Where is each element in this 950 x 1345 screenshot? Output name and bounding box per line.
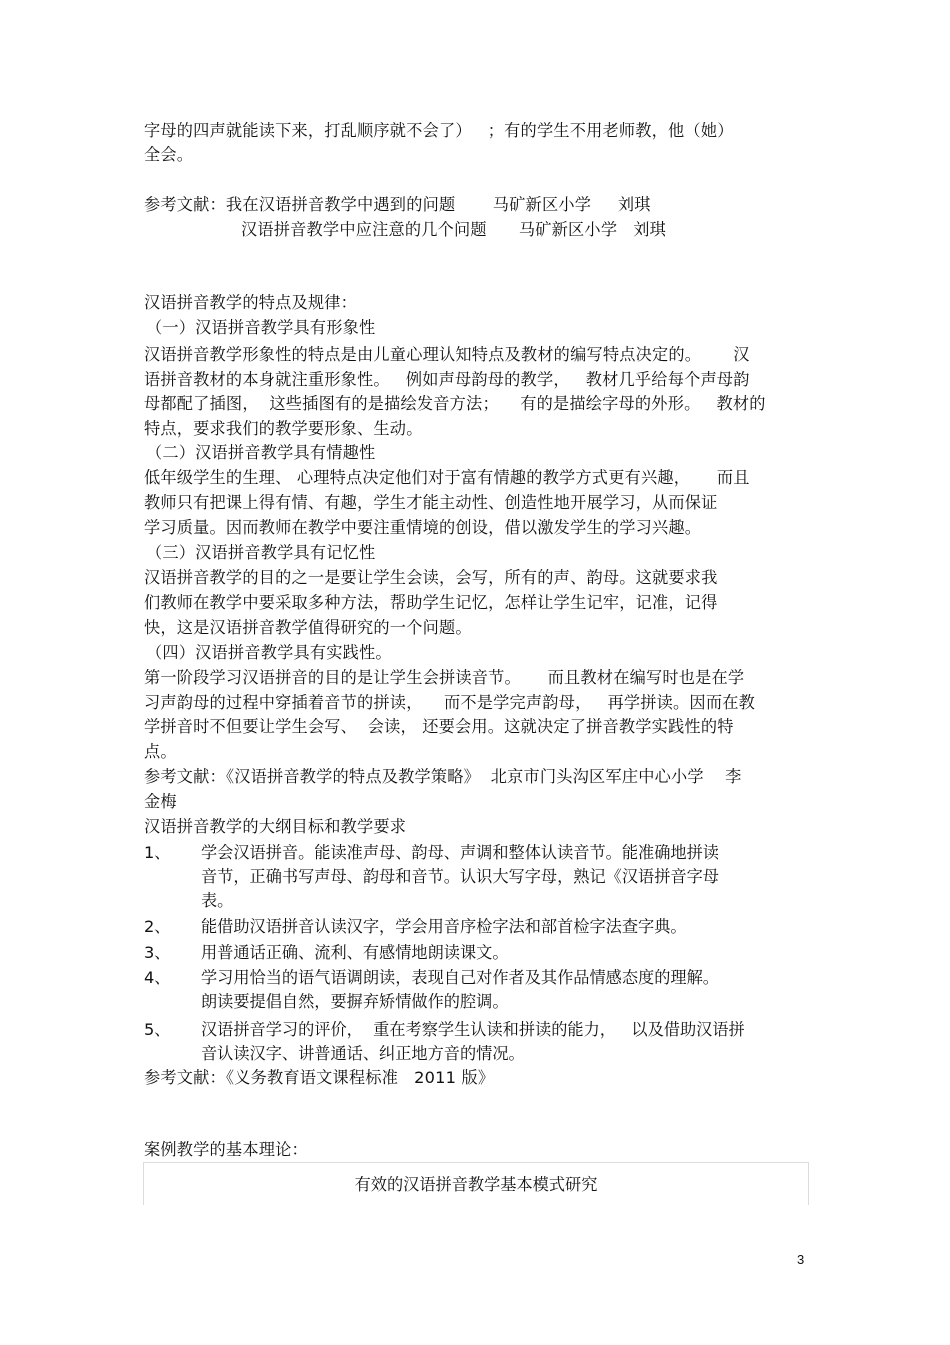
paragraph-line: 学习质量。因而教师在教学中要注重情境的创设，借以激发学生的学习兴趣。: [144, 518, 702, 537]
list-item-line: 汉语拼音学习的评价， 重在考察学生认读和拼读的能力， 以及借助汉语拼: [201, 1020, 745, 1039]
list-item-line: 音节，正确书写声母、韵母和音节。认识大写字母，熟记《汉语拼音字母: [201, 867, 719, 886]
paragraph-line: 母都配了插图， 这些插图有的是描绘发音方法； 有的是描绘字母的外形。 教材的: [144, 394, 766, 413]
list-number: 1、: [144, 843, 171, 862]
paragraph-line: 第一阶段学习汉语拼音的目的是让学生会拼读音节。 而且教材在编写时也是在学: [144, 668, 745, 687]
paragraph-line: 点。: [144, 742, 177, 761]
paragraph-line: 们教师在教学中要采取多种方法，帮助学生记忆，怎样让学生记牢，记准，记得: [144, 593, 718, 612]
paragraph-line: 快，这是汉语拼音教学值得研究的一个问题。: [144, 618, 472, 637]
subheading: （三）汉语拼音教学具有记忆性: [146, 543, 376, 562]
list-item-line: 音认读汉字、讲普通话、纠正地方音的情况。: [201, 1044, 525, 1063]
reference-line: 参考文献：我在汉语拼音教学中遇到的问题 马矿新区小学 刘琪: [144, 195, 651, 214]
table-title: 有效的汉语拼音教学基本模式研究: [354, 1175, 598, 1194]
list-item-line: 学习用恰当的语气语调朗读，表现自己对作者及其作品情感态度的理解。: [201, 968, 719, 987]
page-number: 3: [797, 1252, 805, 1267]
title-table: [143, 1162, 809, 1205]
subheading: （二）汉语拼音教学具有情趣性: [146, 443, 376, 462]
reference-line: 参考文献：《汉语拼音教学的特点及教学策略》 北京市门头沟区军庄中心小学 李: [144, 767, 742, 786]
list-item-line: 表。: [201, 891, 234, 910]
list-item-line: 能借助汉语拼音认读汉字，学会用音序检字法和部首检字法查字典。: [201, 917, 687, 936]
list-number: 2、: [144, 917, 171, 936]
reference-line: 参考文献：《义务教育语文课程标准 2011 版》: [144, 1068, 495, 1087]
reference-line: 汉语拼音教学中应注意的几个问题 马矿新区小学 刘琪: [241, 220, 667, 239]
list-item-line: 朗读要提倡自然，要摒弃矫情做作的腔调。: [201, 992, 509, 1011]
paragraph-line: 汉语拼音教学形象性的特点是由儿童心理认知特点及教材的编写特点决定的。 汉: [144, 345, 750, 364]
section-heading: 汉语拼音教学的特点及规律：: [144, 293, 358, 312]
reference-line: 金梅: [144, 792, 177, 811]
paragraph-line: 语拼音教材的本身就注重形象性。 例如声母韵母的教学， 教材几乎给每个声母韵: [144, 370, 750, 389]
list-number: 4、: [144, 968, 171, 987]
paragraph-line: 汉语拼音教学的目的之一是要让学生会读，会写，所有的声、韵母。这就要求我: [144, 568, 718, 587]
subheading: （四）汉语拼音教学具有实践性。: [146, 643, 392, 662]
paragraph-line: 习声韵母的过程中穿插着音节的拼读， 而不是学完声韵母， 再学拼读。因而在教: [144, 693, 755, 712]
subheading: （一）汉语拼音教学具有形象性: [146, 318, 376, 337]
section-heading: 案例教学的基本理论：: [144, 1140, 308, 1159]
paragraph-line: 字母的四声就能读下来，打乱顺序就不会了） ；有的学生不用老师教，他（她）: [144, 121, 734, 140]
list-item-line: 学会汉语拼音。能读准声母、韵母、声调和整体认读音节。能准确地拼读: [201, 843, 719, 862]
paragraph-line: 全会。: [144, 145, 194, 164]
list-item-line: 用普通话正确、流利、有感情地朗读课文。: [201, 943, 509, 962]
paragraph-line: 学拼音时不但要让学生会写、 会读， 还要会用。这就决定了拼音教学实践性的特: [144, 717, 734, 736]
paragraph-line: 低年级学生的生理、 心理特点决定他们对于富有情趣的教学方式更有兴趣， 而且: [144, 468, 750, 487]
list-number: 3、: [144, 943, 171, 962]
section-heading: 汉语拼音教学的大纲目标和教学要求: [144, 817, 407, 836]
list-number: 5、: [144, 1020, 171, 1039]
paragraph-line: 教师只有把课上得有情、有趣，学生才能主动性、创造性地开展学习，从而保证: [144, 493, 718, 512]
paragraph-line: 特点，要求我们的教学要形象、生动。: [144, 419, 423, 438]
